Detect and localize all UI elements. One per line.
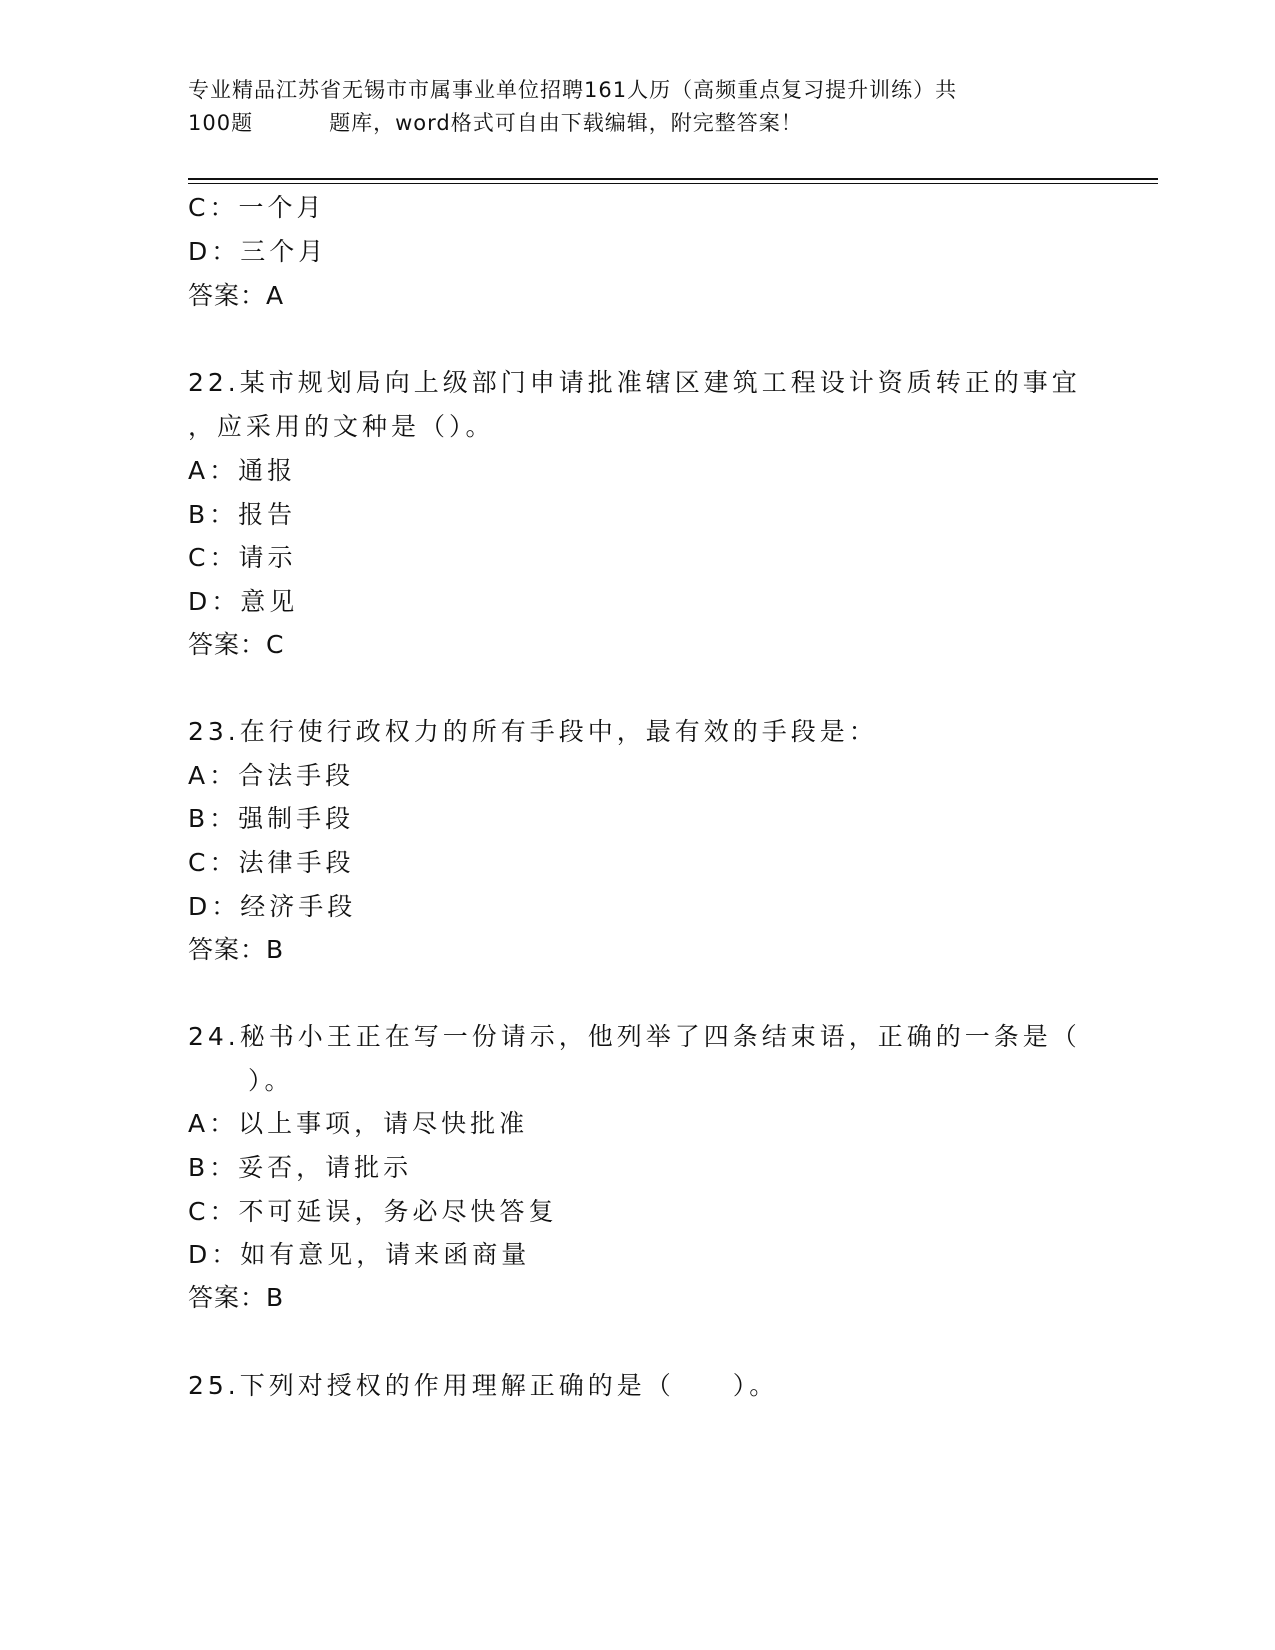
header-title-line1: 专业精品江苏省无锡市市属事业单位招聘161人历（高频重点复习提升训练）共 xyxy=(188,78,958,102)
q24-stem-line1: 24.秘书小王正在写一份请示，他列举了四条结束语，正确的一条是（ xyxy=(188,1022,1081,1051)
q23-answer: 答案：B xyxy=(188,935,285,964)
q22-option-c: C：请示 xyxy=(188,543,297,572)
q21-option-c: C：一个月 xyxy=(188,193,326,222)
q23-option-c: C：法律手段 xyxy=(188,848,355,877)
q22-option-a: A：通报 xyxy=(188,456,297,485)
q24-option-b: B：妥否，请批示 xyxy=(188,1153,413,1182)
q22-answer: 答案：C xyxy=(188,630,285,659)
q25-stem: 25.下列对授权的作用理解正确的是（ ）。 xyxy=(188,1371,779,1400)
q23-stem: 23.在行使行政权力的所有手段中，最有效的手段是： xyxy=(188,717,878,746)
q24-answer: 答案：B xyxy=(188,1283,285,1312)
q22-option-b: B：报告 xyxy=(188,500,297,529)
q24-stem-line2: ）。 xyxy=(248,1066,294,1095)
header-divider-thick xyxy=(188,178,1158,180)
q22-option-d: D：意见 xyxy=(188,587,299,616)
q24-option-d: D：如有意见，请来函商量 xyxy=(188,1240,531,1269)
header-title-line2 xyxy=(188,107,1088,140)
header-divider-thin xyxy=(188,183,1158,184)
header-description: 题库，word格式可自由下载编辑，附完整答案！ xyxy=(329,111,803,135)
document-header xyxy=(188,74,1088,140)
q23-option-d: D：经济手段 xyxy=(188,892,357,921)
q24-option-c: C：不可延误，务必尽快答复 xyxy=(188,1197,558,1226)
q23-option-a: A：合法手段 xyxy=(188,761,355,790)
q21-option-d: D：三个月 xyxy=(188,237,328,266)
q22-stem-line2: ，应采用的文种是（）。 xyxy=(188,412,495,441)
q23-option-b: B：强制手段 xyxy=(188,804,355,833)
q22-stem-line1: 22.某市规划局向上级部门申请批准辖区建筑工程设计资质转正的事宜 xyxy=(188,368,1081,397)
q21-answer: 答案：A xyxy=(188,281,285,310)
header-question-count: 100题 xyxy=(188,111,254,135)
q24-option-a: A：以上事项，请尽快批准 xyxy=(188,1109,529,1138)
